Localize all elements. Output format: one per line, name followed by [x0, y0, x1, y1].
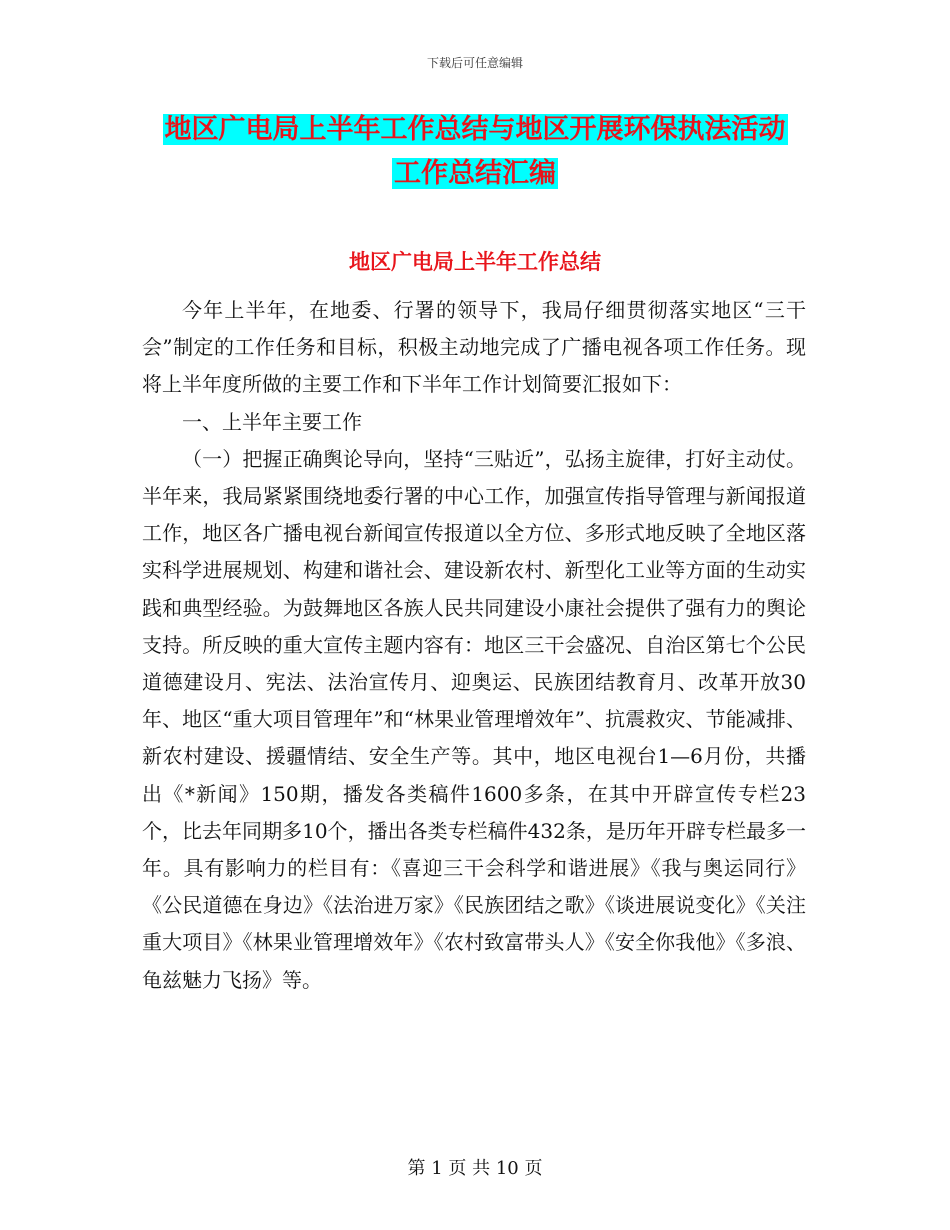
paragraph-public-opinion: （一）把握正确舆论导向，坚持“三贴近”，弘扬主旋律，打好主动仗。半年来，我局紧紧围绕地委行署的中心工作，加强宣传指导管理与新闻报道工作，地区各广播电视台新闻宣传报道以全方位、多形式地反映了全地区落实科学进展规划、构建和谐社会、建设新农村、新型化工业等方面的生动实践和典型经验。为鼓舞地区各族人民共同建设小康社会提供了强有力的舆论支持。所反映的重大宣传主题内容有：地区三干会盛况、自治区第七个公民道德建设月、宪法、法治宣传月、迎奥运、民族团结教育月、改革开放30年、地区“重大项目管理年”和“林果业管理增效年”、抗震救灾、节能减排、新农村建设、援疆情结、安全生产等。其中，地区电视台1—6月份，共播出《*新闻》150期，播发各类稿件1600多条，在其中开辟宣传专栏23个，比去年同期多10个，播出各类专栏稿件432条，是历年开辟专栏最多一年。具有影响力的栏目有：《喜迎三干会科学和谐进展》《我与奥运同行》《公民道德在身边》《法治进万家》《民族团结之歌》《谈进展说变化》《关注重大项目》《林果业管理增效年》《农村致富带头人》《安全你我他》《多浪、龟兹魅力飞扬》等。 [142, 446, 806, 992]
document-title-line-2-text: 工作总结汇编 [394, 158, 556, 189]
document-title-line-2 [0, 154, 950, 194]
page-footer: 第 1 页 共 10 页 [407, 1158, 543, 1179]
document-title-line-1-text: 地区广电局上半年工作总结与地区开展环保执法活动 [164, 114, 786, 145]
document-body [142, 292, 806, 999]
page-header-note: 下载后可任意编辑 [426, 56, 523, 70]
paragraph-heading-main-work: 一、上半年主要工作 [182, 409, 362, 434]
section-title: 地区广电局上半年工作总结 [349, 250, 601, 274]
paragraph-intro: 今年上半年，在地委、行署的领导下，我局仔细贯彻落实地区“三干会”制定的工作任务和目标，积极主动地完成了广播电视各项工作任务。现将上半年度所做的主要工作和下半年工作计划简要汇报如下： [142, 298, 806, 397]
document-title-line-1 [0, 110, 950, 150]
